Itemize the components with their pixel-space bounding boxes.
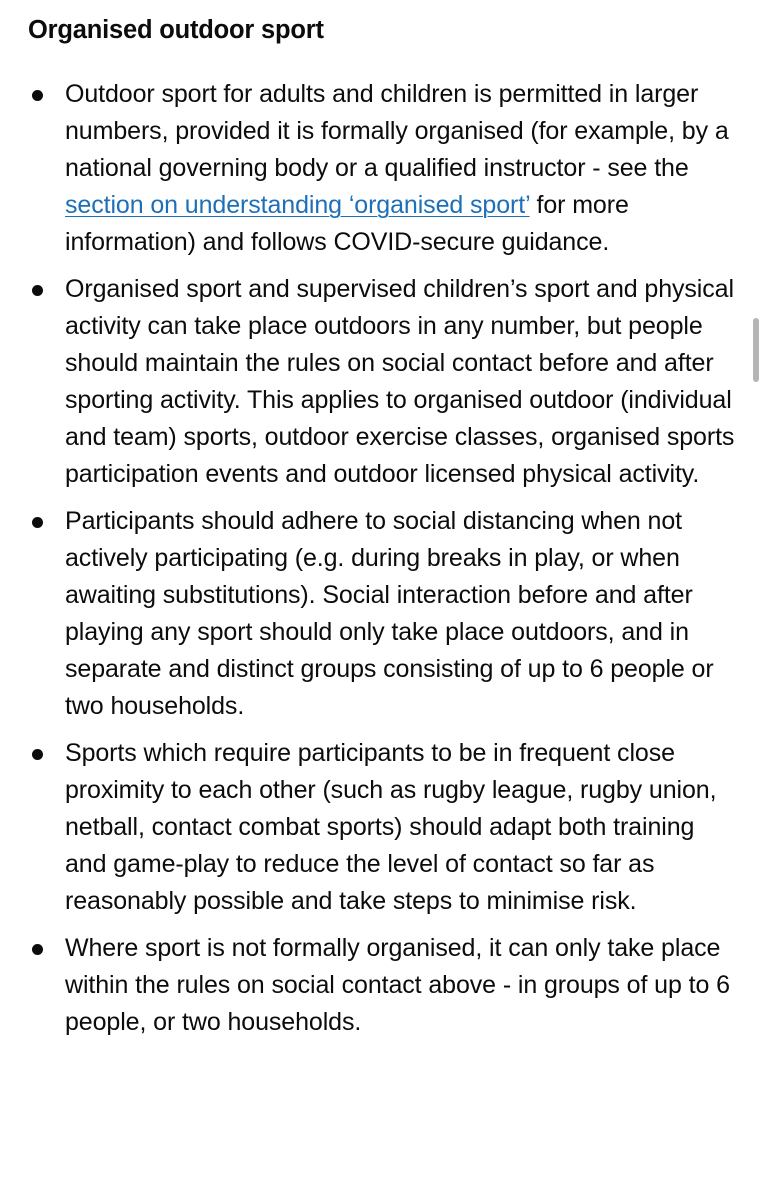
bullet-icon	[32, 749, 43, 760]
list-item	[0, 735, 750, 920]
list-item	[0, 76, 750, 261]
list-item-text: for more information) and follows COVID-secure guidance.	[65, 191, 629, 256]
list-item	[0, 271, 750, 493]
organised-sport-section-link[interactable]: section on understanding ‘organised sport’	[65, 191, 530, 219]
list-item	[0, 930, 750, 1041]
section-heading: Organised outdoor sport	[28, 16, 324, 44]
bullet-list	[0, 76, 750, 1051]
list-item	[0, 503, 750, 725]
bullet-icon	[32, 517, 43, 528]
list-item-text: Organised sport and supervised children’s sport and physical activity can take place outdoors in any number, but people should maintain the rules on social contact before and after sporting activity. This applies to organised outdoor (individual and team) sports, outdoor exercise classes, organised sports participation events and outdoor licensed physical activity.	[65, 275, 735, 488]
list-item-text: Where sport is not formally organised, it can only take place within the rules on social contact above - in groups of up to 6 people, or two households.	[65, 934, 730, 1036]
list-item-text: Participants should adhere to social distancing when not actively participating (e.g. during breaks in play, or when awaiting substitutions). Social interaction before and after playing any sport should only take place outdoors, and in separate and distinct groups consisting of up to 6 people or two households.	[65, 507, 714, 720]
list-item-text: Sports which require participants to be in frequent close proximity to each other (such as rugby league, rugby union, netball, contact combat sports) should adapt both training and game-play to reduce the level of contact so far as reasonably possible and take steps to minimise risk.	[65, 739, 717, 915]
scrollbar-thumb[interactable]	[753, 318, 759, 382]
bullet-icon	[32, 944, 43, 955]
bullet-icon	[32, 285, 43, 296]
bullet-icon	[32, 90, 43, 101]
list-item-text: Outdoor sport for adults and children is permitted in larger numbers, provided it is formally organised (for example, by a national governing body or a qualified instructor - see the	[65, 80, 729, 182]
